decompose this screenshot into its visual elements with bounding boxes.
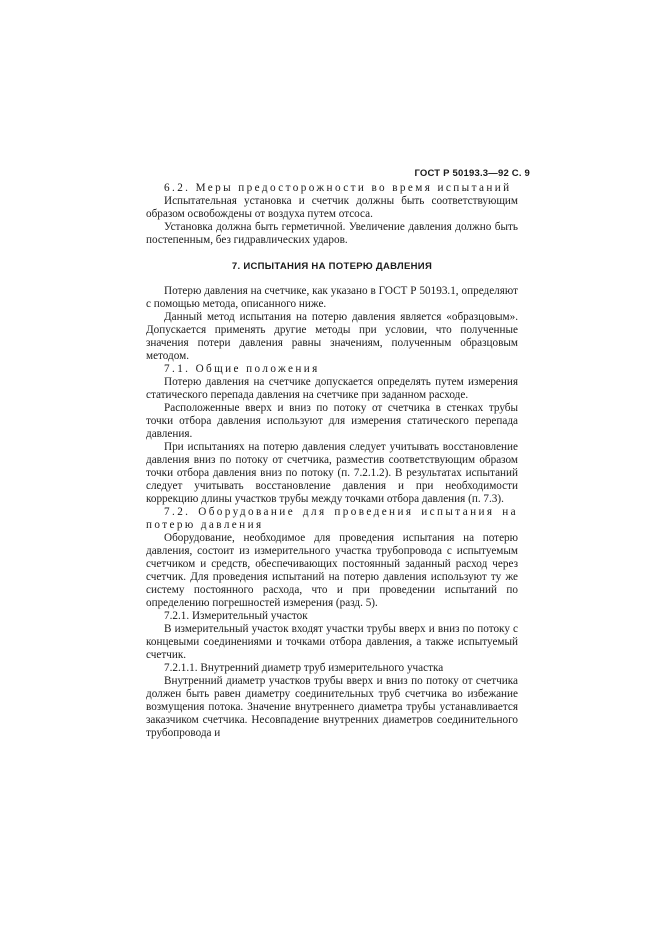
section-title-7: 7. ИСПЫТАНИЯ НА ПОТЕРЮ ДАВЛЕНИЯ — [231, 261, 433, 272]
page-header: ГОСТ Р 50193.3—92 С. 9 — [414, 168, 530, 179]
heading-7-2-1-1: 7.2.1.1. Внутренний диаметр труб измерительного участка — [164, 662, 444, 674]
paragraph-7-1-1: Потерю давления на счетчике допускается определять путем измерения статического перепада давления на счетчике при заданном расходе. — [146, 376, 518, 401]
paragraph-7-2-1-1: В измерительный участок входят участки трубы вверх и вниз по потоку с концевыми соединениями и точками отбора давления, а также испытуемый счетчик. — [146, 623, 518, 661]
paragraph-7-1-3: При испытаниях на потерю давления следует учитывать восстановление давления вниз по потоку от счетчика, разместив соответствующим образом точки отбора давления вниз по потоку (п. 7.2.1.2). В результатах испытаний следует учитывать восстановление давления и при необходимости коррекцию длины участков трубы между точками отбора давления (п. 7.3). — [146, 441, 518, 505]
paragraph-7-2-1-1-1: Внутренний диаметр участков трубы вверх и вниз по потоку от счетчика должен быть равен диаметру соединительных труб счетчика во избежание возмущения потока. Значение внутреннего диаметра трубы устанавливается заказчиком счетчика. Несовпадение внутренних диаметров соединительного трубопровода и — [146, 675, 518, 739]
paragraph-7-intro-2: Данный метод испытания на потерю давления является «образцовым». Допускается применять другие методы при условии, что полученные значения потери давления равны значениям, полученным образцовым методом. — [146, 311, 518, 362]
paragraph-6-2-1: Испытательная установка и счетчик должны быть соответствующим образом освобождены от воздуха путем отсоса. — [146, 195, 518, 220]
paragraph-6-2-2: Установка должна быть герметичной. Увеличение давления должно быть постепенным, без гидравлических ударов. — [146, 221, 518, 246]
paragraph-7-2-1: Оборудование, необходимое для проведения испытания на потерю давления, состоит из измерительного участка трубопровода с испытуемым счетчиком и средств, обеспечивающих постоянный заданный расход через счетчик. Для проведения испытаний на потерю давления используют ту же систему постоянного расхода, что и при проведении испытаний по определению погрешностей измерения (разд. 5). — [146, 532, 518, 609]
heading-7-2: 7.2. Оборудование для проведения испытания на потерю давления — [146, 506, 518, 531]
paragraph-7-intro-1: Потерю давления на счетчике, как указано в ГОСТ Р 50193.1, определяют с помощью метода, описанного ниже. — [146, 285, 518, 310]
paragraph-7-1-2: Расположенные вверх и вниз по потоку от счетчика в стенках трубы точки отбора давления используют для измерения статического перепада давления. — [146, 402, 518, 440]
heading-7-2-1: 7.2.1. Измерительный участок — [164, 610, 308, 622]
heading-7-1: 7.1. Общие положения — [164, 363, 320, 375]
heading-6-2: 6.2. Меры предосторожности во время испытаний — [164, 182, 512, 194]
document-body — [146, 182, 518, 740]
